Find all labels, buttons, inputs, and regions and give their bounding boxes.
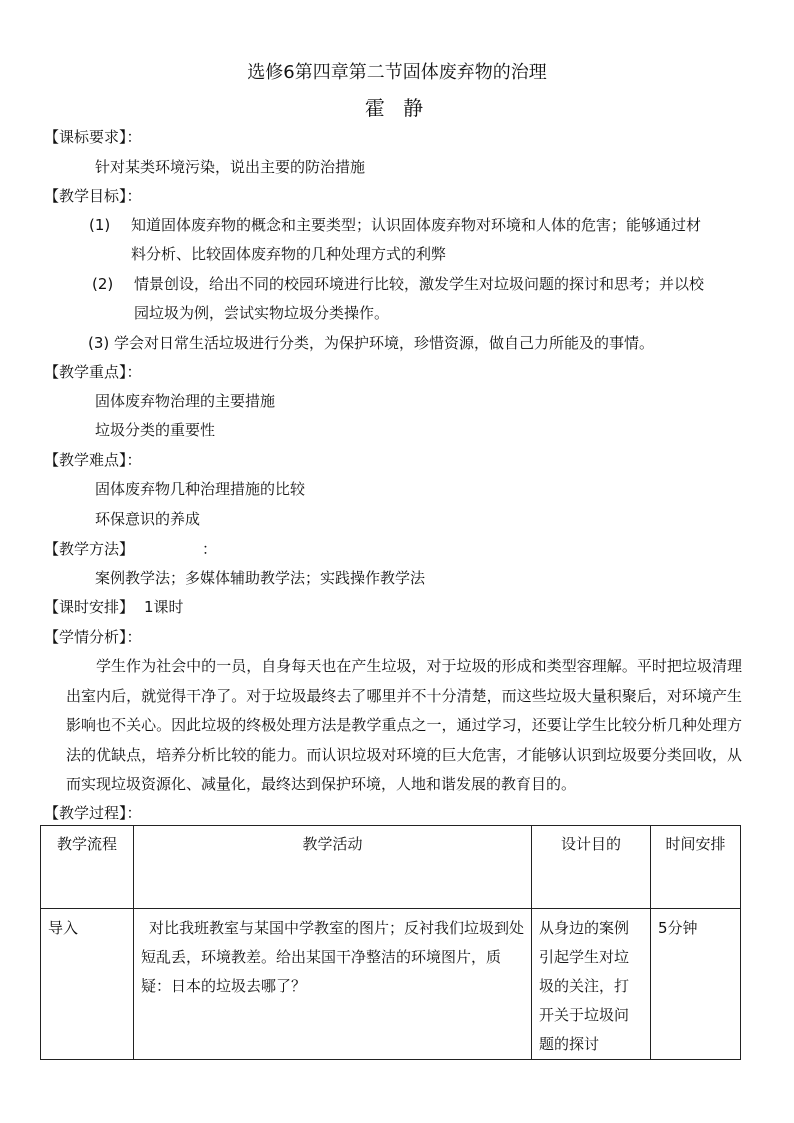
analysis-paragraph: 学生作为社会中的一员，自身每天也在产生垃圾，对于垃圾的形成和类型容理解。平时把垃圾清理出室内后，就觉得干净了。对于垃圾最终去了哪里并不十分清楚，而这些垃圾大量积聚后，对环境产生影响也不关心。因此垃圾的终极处理方法是教学重点之一，通过学习，还要让学生比较分析几种处理方法的优缺点，培养分析比较的能力。而认识垃圾对环境的巨大危害，才能够认识到垃圾要分类回收，从而实现垃圾资源化、减量化，最终达到保护环境，人地和谐发展的教育目的。	[66, 657, 742, 793]
goal-1-number: (1)	[89, 216, 111, 234]
section-label-key-points: 【教学重点】：	[44, 363, 142, 381]
goal-1-line1: 知道固体废弃物的概念和主要类型；认识固体废弃物对环境和人体的危害；能够通过材	[131, 216, 702, 234]
author-name: 霍 静	[364, 96, 430, 120]
key-point-item: 固体废弃物治理的主要措施	[95, 392, 276, 410]
header-activity: 教学活动	[134, 826, 532, 909]
methods-colon: ：	[202, 540, 218, 558]
section-label-goals: 【教学目标】：	[44, 187, 142, 205]
header-flow: 教学流程	[41, 826, 134, 909]
key-point-item: 垃圾分类的重要性	[95, 421, 216, 439]
goal-1-line2: 料分析、比较固体废弃物的几种处理方式的利弊	[131, 245, 447, 263]
section-label-difficulties: 【教学难点】：	[44, 451, 142, 469]
section-label-methods: 【教学方法】	[44, 540, 135, 558]
header-purpose: 设计目的	[532, 826, 651, 909]
schedule-content: 1课时	[144, 598, 184, 616]
section-label-curriculum: 【课标要求】：	[44, 128, 142, 146]
cell-time: 5分钟	[651, 909, 741, 1060]
goal-3: (3) 学会对日常生活垃圾进行分类，为保护环境，珍惜资源，做自己力所能及的事情。	[88, 334, 655, 352]
section-label-schedule: 【课时安排】	[44, 598, 135, 616]
table-header-row	[41, 826, 741, 909]
cell-purpose: 从身边的案例引起学生对垃圾的关注，打开关于垃圾问题的探讨	[532, 909, 651, 1060]
difficulty-item: 环保意识的养成	[95, 510, 201, 528]
difficulty-item: 固体废弃物几种治理措施的比较	[95, 480, 306, 498]
section-label-process: 【教学过程】：	[44, 804, 142, 822]
table-row	[41, 909, 741, 1060]
section-label-analysis: 【学情分析】：	[44, 628, 142, 646]
goal-2-number: (2)	[92, 275, 114, 293]
document-title: 选修6第四章第二节固体废弃物的治理	[247, 62, 547, 83]
cell-flow: 导入	[41, 909, 134, 1060]
goal-2-line1: 情景创设，给出不同的校园环境进行比较，激发学生对垃圾问题的探讨和思考；并以校	[134, 275, 705, 293]
methods-content: 案例教学法；多媒体辅助教学法；实践操作教学法	[95, 569, 426, 587]
process-table	[40, 825, 741, 1060]
curriculum-content: 针对某类环境污染，说出主要的防治措施	[95, 158, 366, 176]
header-time: 时间安排	[651, 826, 741, 909]
cell-activity: 对比我班教室与某国中学教室的图片；反衬我们垃圾到处短乱丢，环境教差。给出某国干净整洁的环境图片，质疑：日本的垃圾去哪了？	[134, 909, 532, 1060]
goal-2-line2: 园垃圾为例，尝试实物垃圾分类操作。	[134, 304, 390, 322]
